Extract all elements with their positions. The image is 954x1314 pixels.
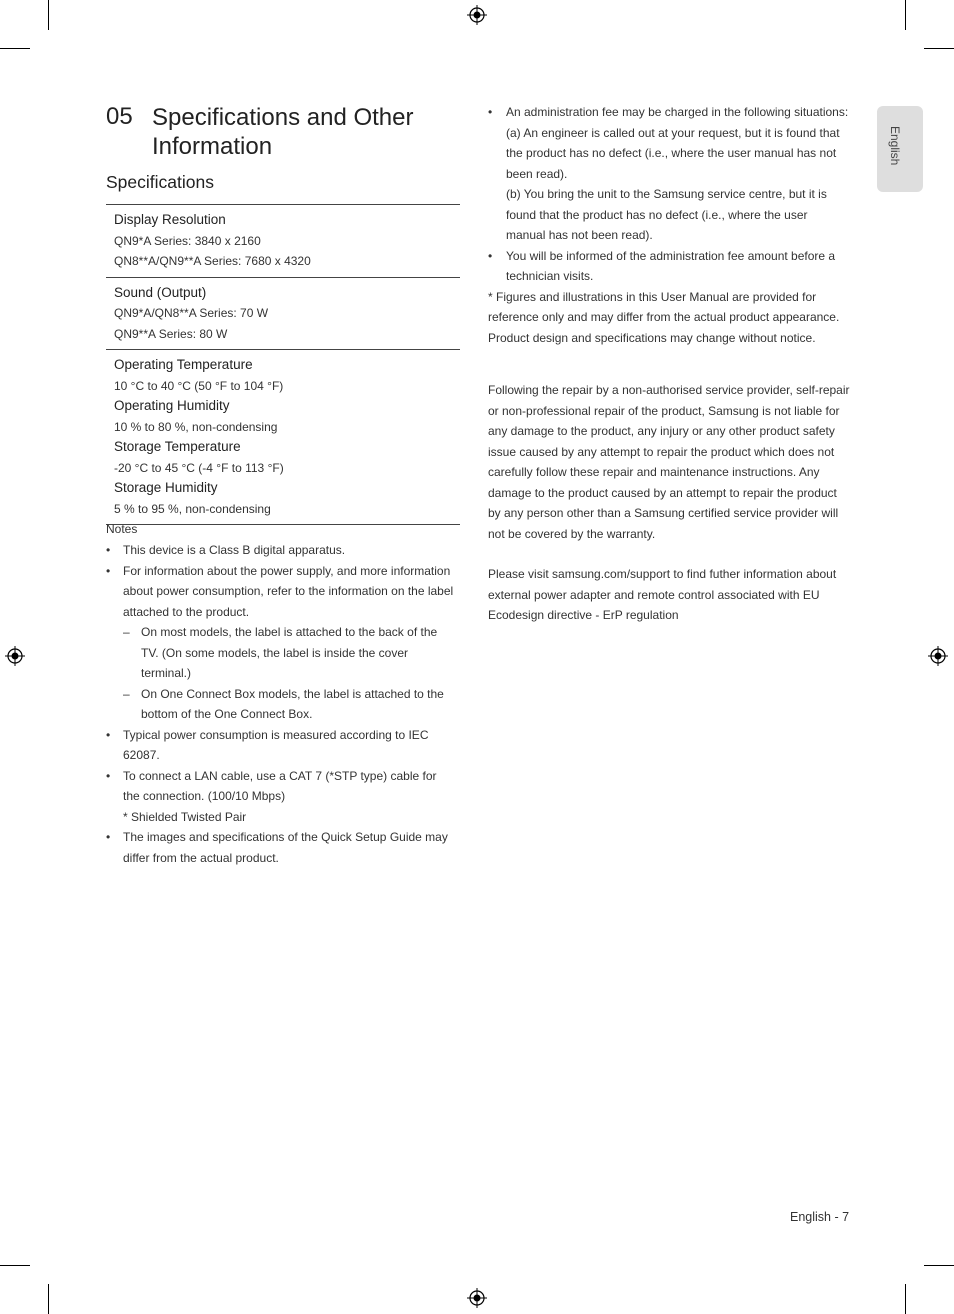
notes-list (106, 540, 456, 868)
crop-mark-top-left-v (48, 0, 49, 30)
spec-table (106, 204, 460, 525)
list-item: • An administration fee may be charged in the following situations: (a) An engineer is called out at your request, but it is found that the product has no defect (i.e., where the user manual has not been read). (b) You bring the unit to the Samsung service centre, but it is found that the product has no defect (i.e., where the user manual has not been read). (488, 102, 850, 246)
fee-case-b: (b) You bring the unit to the Samsung service centre, but it is found that the product has no defect (i.e., where the user manual has not been read). (506, 187, 827, 242)
spec-value: QN9**A Series: 80 W (114, 326, 228, 341)
crop-mark-bottom-left-v (48, 1284, 49, 1314)
sub-list-item: – On most models, the label is attached to the back of the TV. (On some models, the label is inside the cover terminal.) (123, 622, 456, 684)
right-column (488, 102, 850, 626)
fee-case-a: (a) An engineer is called out at your request, but it is found that the product has no defect (i.e., where the user manual has not been read). (506, 125, 840, 181)
visit-paragraph: Please visit samsung.com/support to find futher information about external power adapter and remote control associated with EU Ecodesign directive - ErP regulation (488, 567, 837, 622)
list-item: • Typical power consumption is measured according to IEC 62087. (106, 725, 456, 766)
chapter-title (152, 103, 452, 161)
footnote: * Shielded Twisted Pair (123, 809, 247, 824)
chapter-number: 05 (106, 103, 133, 130)
spec-value: 10 °C to 40 °C (50 °F to 104 °F) (114, 378, 284, 393)
crop-mark-bottom-right-h (924, 1265, 954, 1266)
crop-mark-top-right-v (905, 0, 906, 30)
figures-note: * Figures and illustrations in this User Manual are provided for reference only and may differ from the actual product appearance. Product design and specifications may change without notice. (488, 289, 840, 345)
list-item: • The images and specifications of the Quick Setup Guide may differ from the actual product. (106, 827, 456, 868)
spec-value: 5 % to 95 %, non-condensing (114, 501, 271, 516)
spec-heading: Storage Humidity (114, 480, 218, 495)
page-number: English - 7 (790, 1210, 850, 1224)
spec-group-environment (106, 350, 460, 525)
crop-mark-bottom-right-v (905, 1284, 906, 1314)
chapter-title-line-2: Information (152, 133, 273, 160)
crop-mark-top-left-h (0, 48, 30, 49)
spec-value: 10 % to 80 %, non-condensing (114, 419, 278, 434)
spec-value: QN9*A/QN8**A Series: 70 W (114, 306, 269, 320)
list-item: • For information about the power supply, and more information about power consumption, refer to the information on the label attached to the product. – On most models, the label is attached to the back of the TV. (On some models, the label is inside the cover terminal.) – On One Connect Box models, the label is attached to the bottom of the One Connect Box. (106, 561, 456, 725)
sub-list-item: – On One Connect Box models, the label is attached to the bottom of the One Connect Box. (123, 684, 456, 725)
crop-mark-top-right-h (924, 48, 954, 49)
spec-heading: Operating Temperature (114, 357, 253, 372)
chapter-title-line-1: Specifications and Other (152, 104, 414, 131)
registration-mark-icon (928, 646, 948, 666)
spec-group-sound (106, 278, 460, 351)
spec-value: QN9*A Series: 3840 x 2160 (114, 233, 261, 248)
spec-value: QN8**A/QN9**A Series: 7680 x 4320 (114, 254, 311, 268)
spec-group-display (106, 205, 460, 278)
sub-list (123, 622, 456, 725)
spec-heading: Display Resolution (114, 212, 226, 227)
list-item: • To connect a LAN cable, use a CAT 7 (*STP type) cable for the connection. (100/10 Mbps) * Shielded Twisted Pair (106, 766, 456, 828)
notes-title: Notes (106, 522, 138, 536)
list-item: • This device is a Class B digital apparatus. (106, 540, 456, 561)
crop-mark-bottom-left-h (0, 1265, 30, 1266)
fee-list (488, 102, 850, 287)
registration-mark-icon (467, 1288, 487, 1308)
spec-heading: Sound (Output) (114, 284, 207, 300)
registration-mark-icon (467, 5, 487, 25)
list-item: • You will be informed of the administration fee amount before a technician visits. (488, 246, 850, 287)
spec-heading: Storage Temperature (114, 439, 241, 454)
spec-heading: Operating Humidity (114, 398, 230, 413)
section-title: Specifications (106, 172, 214, 192)
spec-value: -20 °C to 45 °C (-4 °F to 113 °F) (114, 460, 284, 475)
registration-mark-icon (5, 646, 25, 666)
repair-paragraph: Following the repair by a non-authorised service provider, self-repair or non-professional repair of the product, Samsung is not liable for any damage to the product, any injury or any other product safety issue caused by any attempt to repair the product which does not carefully follow these repair and maintenance instructions. Any damage to the product caused by an attempt to repair the product by any person other than a Samsung certified service provider will not be covered by the warranty. (488, 383, 850, 541)
language-tab-label: English (888, 126, 902, 166)
